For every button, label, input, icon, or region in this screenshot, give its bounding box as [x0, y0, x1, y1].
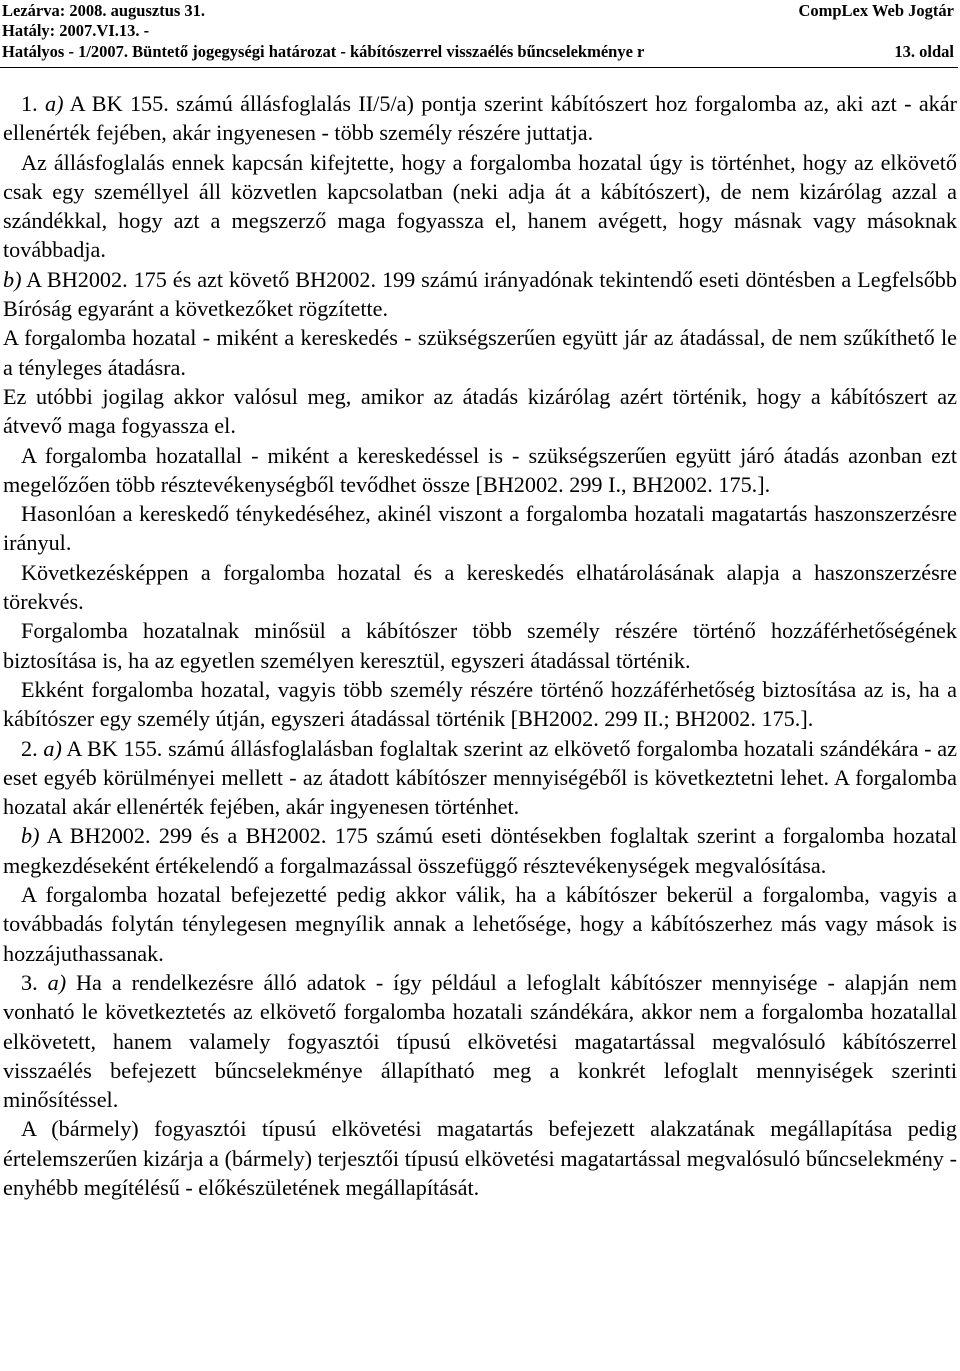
header-divider: [0, 67, 958, 68]
paragraph: A (bármely) fogyasztói típusú elkövetési magatartás befejezett alakzatának megállapítása pedig értelemszerűen kizárja a (bármely) terjesztői típusú elkövetési magatartással megvalósuló bűncselekmény - enyhébb megítélésű - előkészületének megállapítását.: [3, 1116, 957, 1200]
effective-date: Hatály: 2007.VI.13. -: [2, 21, 150, 40]
paragraph: Az állásfoglalás ennek kapcsán kifejtette, hogy a forgalomba hozatal úgy is történhet, hogy az elkövető csak egy személlyel áll közvetlen kapcsolatban (neki adja át a kábítószert), de nem kizárólag azzal a szándékkal, hogy azt a megszerző maga fogyassza el, hanem avégett, hogy másnak vagy másoknak továbbadja.: [3, 149, 957, 263]
paragraph: Következésképpen a forgalomba hozatal és a kereskedés elhatárolásának alapja a haszonszerzésre törekvés.: [3, 559, 957, 615]
paragraph: A forgalomba hozatallal - miként a kereskedéssel is - szükségszerűen együtt járó átadás azonban ezt megelőzően több résztevékenységből tevődhet össze [BH2002. 299 I., BH2002. 175.].: [3, 442, 957, 497]
paragraph: A forgalomba hozatal - miként a kereskedés - szükségszerűen együtt jár az átadással, de nem szűkíthető le a tényleges átadásra.: [3, 325, 957, 380]
paragraph: 3. a) Ha a rendelkezésre álló adatok - így például a lefoglalt kábítószer mennyisége - alapján nem vonható le következtetés az elkövető forgalomba hozatali szándékára, akkor nem a forgalomba hozatallal elkövetett, hanem valamely fogyasztói típusú elkövetési magatartással megvalósuló kábítószerrel visszaélés befejezett bűncselekménye állapítható meg a konkrét lefoglalt mennyiségek szerinti minősítéssel.: [3, 969, 958, 1113]
paragraph: Forgalomba hozatalnak minősül a kábítószer több személy részére történő hozzáférhetőségének biztosítása is, ha az egyetlen személyen keresztül, egyszeri átadással történik.: [3, 618, 957, 673]
document-body: [3, 89, 957, 1202]
paragraph: 2. a) A BK 155. számú állásfoglalásban foglaltak szerint az elkövető forgalomba hozatali szándékára - az eset egyéb körülményei mellett - az átadott kábítószer mennyiségéből is következtetni lehet. A forgalomba hozatal akár ellenérték fejében, akár ingyenesen történhet.: [3, 735, 957, 820]
paragraph: Hasonlóan a kereskedő ténykedéséhez, akinél viszont a forgalomba hozatali magatartás haszonszerzésre irányul.: [3, 501, 957, 556]
paragraph: Ekként forgalomba hozatal, vagyis több személy részére történő hozzáférhetőség biztosítása az is, ha a kábítószer egy személy útján, egyszeri átadással történik [BH2002. 299 II.; BH2002. 175.].: [3, 676, 957, 732]
document-title: Hatályos - 1/2007. Büntető jogegységi határozat - kábítószerrel visszaélés bűncselekménye r: [2, 42, 645, 61]
paragraph: b) A BH2002. 299 és a BH2002. 175 számú eseti döntésekben foglaltak szerint a forgalomba hozatal megkezdéseként értékelendő a forgalmazással összefüggő résztevékenységek megvalósítása.: [3, 823, 957, 878]
paragraph: 1. a) A BK 155. számú állásfoglalás II/5/a) pontja szerint kábítószert hoz forgalomba az, aki azt - akár ellenérték fejében, akár ingyenesen - több személy részére juttatja.: [3, 91, 958, 146]
paragraph: b) A BH2002. 175 és azt követő BH2002. 199 számú irányadónak tekintendő eseti döntésben a Legfelsőbb Bíróság egyaránt a következőket rögzítette.: [3, 266, 957, 322]
document-header: [0, 0, 958, 72]
brand-name: CompLex Web Jogtár: [798, 1, 954, 20]
paragraph: Ez utóbbi jogilag akkor valósul meg, amikor az átadás kizárólag azért történik, hogy a kábítószert az átvevő maga fogyassza el.: [3, 383, 957, 439]
page-number: 13. oldal: [894, 42, 954, 61]
closing-date: Lezárva: 2008. augusztus 31.: [2, 1, 206, 20]
paragraph: A forgalomba hozatal befejezetté pedig akkor válik, ha a kábítószer bekerül a forgalomba, vagyis a továbbadás folytán ténylegesen megnyílik annak a lehetősége, hogy a kábítószerhez más vagy mások is hozzájuthassanak.: [3, 882, 957, 966]
